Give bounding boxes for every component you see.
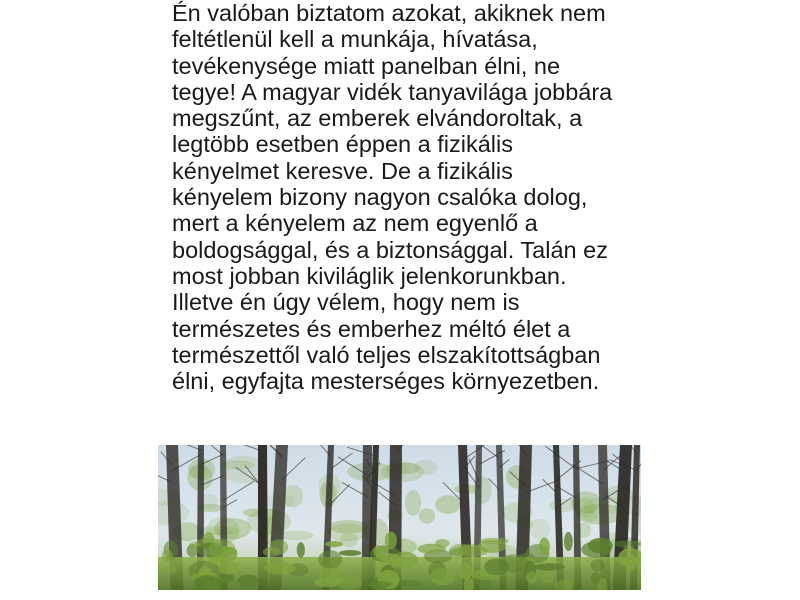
undergrowth-blob (166, 564, 177, 574)
undergrowth-blob (238, 575, 259, 588)
undergrowth-blob (264, 562, 296, 574)
undergrowth-blob (534, 563, 565, 570)
undergrowth-blob (219, 561, 240, 575)
text-line: természetes és emberhez méltó élet a (172, 315, 571, 342)
undergrowth-blob (379, 553, 401, 562)
undergrowth-blob (385, 532, 397, 550)
text-line: tevékenysége miatt panelban élni, ne (172, 52, 561, 79)
undergrowth-blob (526, 572, 537, 583)
undergrowth-blob (484, 559, 509, 576)
text-line: megszűnt, az emberek elvándoroltak, a (172, 105, 583, 132)
foliage-blob (529, 519, 551, 539)
forest-photo (158, 445, 641, 590)
text-line: Illetve én úgy vélem, hogy nem is (172, 289, 520, 316)
text-line: mert a kényelem az nem egyenlő a (172, 210, 538, 237)
text-line: kényelem bizony nagyon csalóka dolog, (172, 184, 588, 211)
text-line: élni, egyfajta mesterséges környezetben. (172, 368, 600, 395)
text-line: Én valóban biztatom azokat, akiknek nem (172, 0, 606, 26)
undergrowth-blob (162, 550, 173, 563)
undergrowth-blob (628, 553, 636, 571)
text-line: tegye! A magyar vidék tanyavilága jobbára (172, 78, 613, 105)
undergrowth-blob (430, 568, 455, 586)
text-line: feltétlenül kell a munkája, hívatása, (172, 26, 538, 53)
forest-illustration (158, 445, 641, 590)
undergrowth-blob (208, 539, 235, 558)
undergrowth-blob (564, 532, 573, 551)
undergrowth-blob (435, 539, 450, 548)
text-line: kényelmet keresve. De a fizikális (172, 157, 513, 184)
undergrowth-blob (539, 538, 550, 556)
undergrowth-blob (297, 542, 305, 558)
undergrowth-blob (591, 572, 601, 585)
undergrowth-blob (459, 563, 472, 580)
undergrowth-blob (269, 540, 288, 555)
foliage-blob (419, 508, 435, 524)
undergrowth-blob (541, 570, 555, 583)
foliage-blob (435, 495, 461, 514)
undergrowth-blob (480, 538, 509, 545)
article-text (172, 0, 692, 394)
undergrowth-blob (581, 541, 611, 558)
text-line: legtöbb esetben éppen a fizikális (172, 131, 513, 158)
undergrowth-blob (325, 576, 345, 584)
undergrowth-blob (325, 541, 343, 547)
undergrowth-blob (318, 550, 342, 568)
text-line: természettől való teljes elszakítottságban (172, 341, 601, 368)
undergrowth-blob (368, 581, 392, 588)
text-line: boldogsággal, és a biztonsággal. Talán ez (172, 236, 608, 263)
undergrowth-blob (456, 544, 488, 557)
undergrowth-blob (591, 559, 605, 572)
undergrowth-blob (339, 550, 361, 556)
foliage-blob (405, 490, 421, 516)
text-line: most jobban kiviláglik jelenkorunkban. (172, 262, 567, 289)
